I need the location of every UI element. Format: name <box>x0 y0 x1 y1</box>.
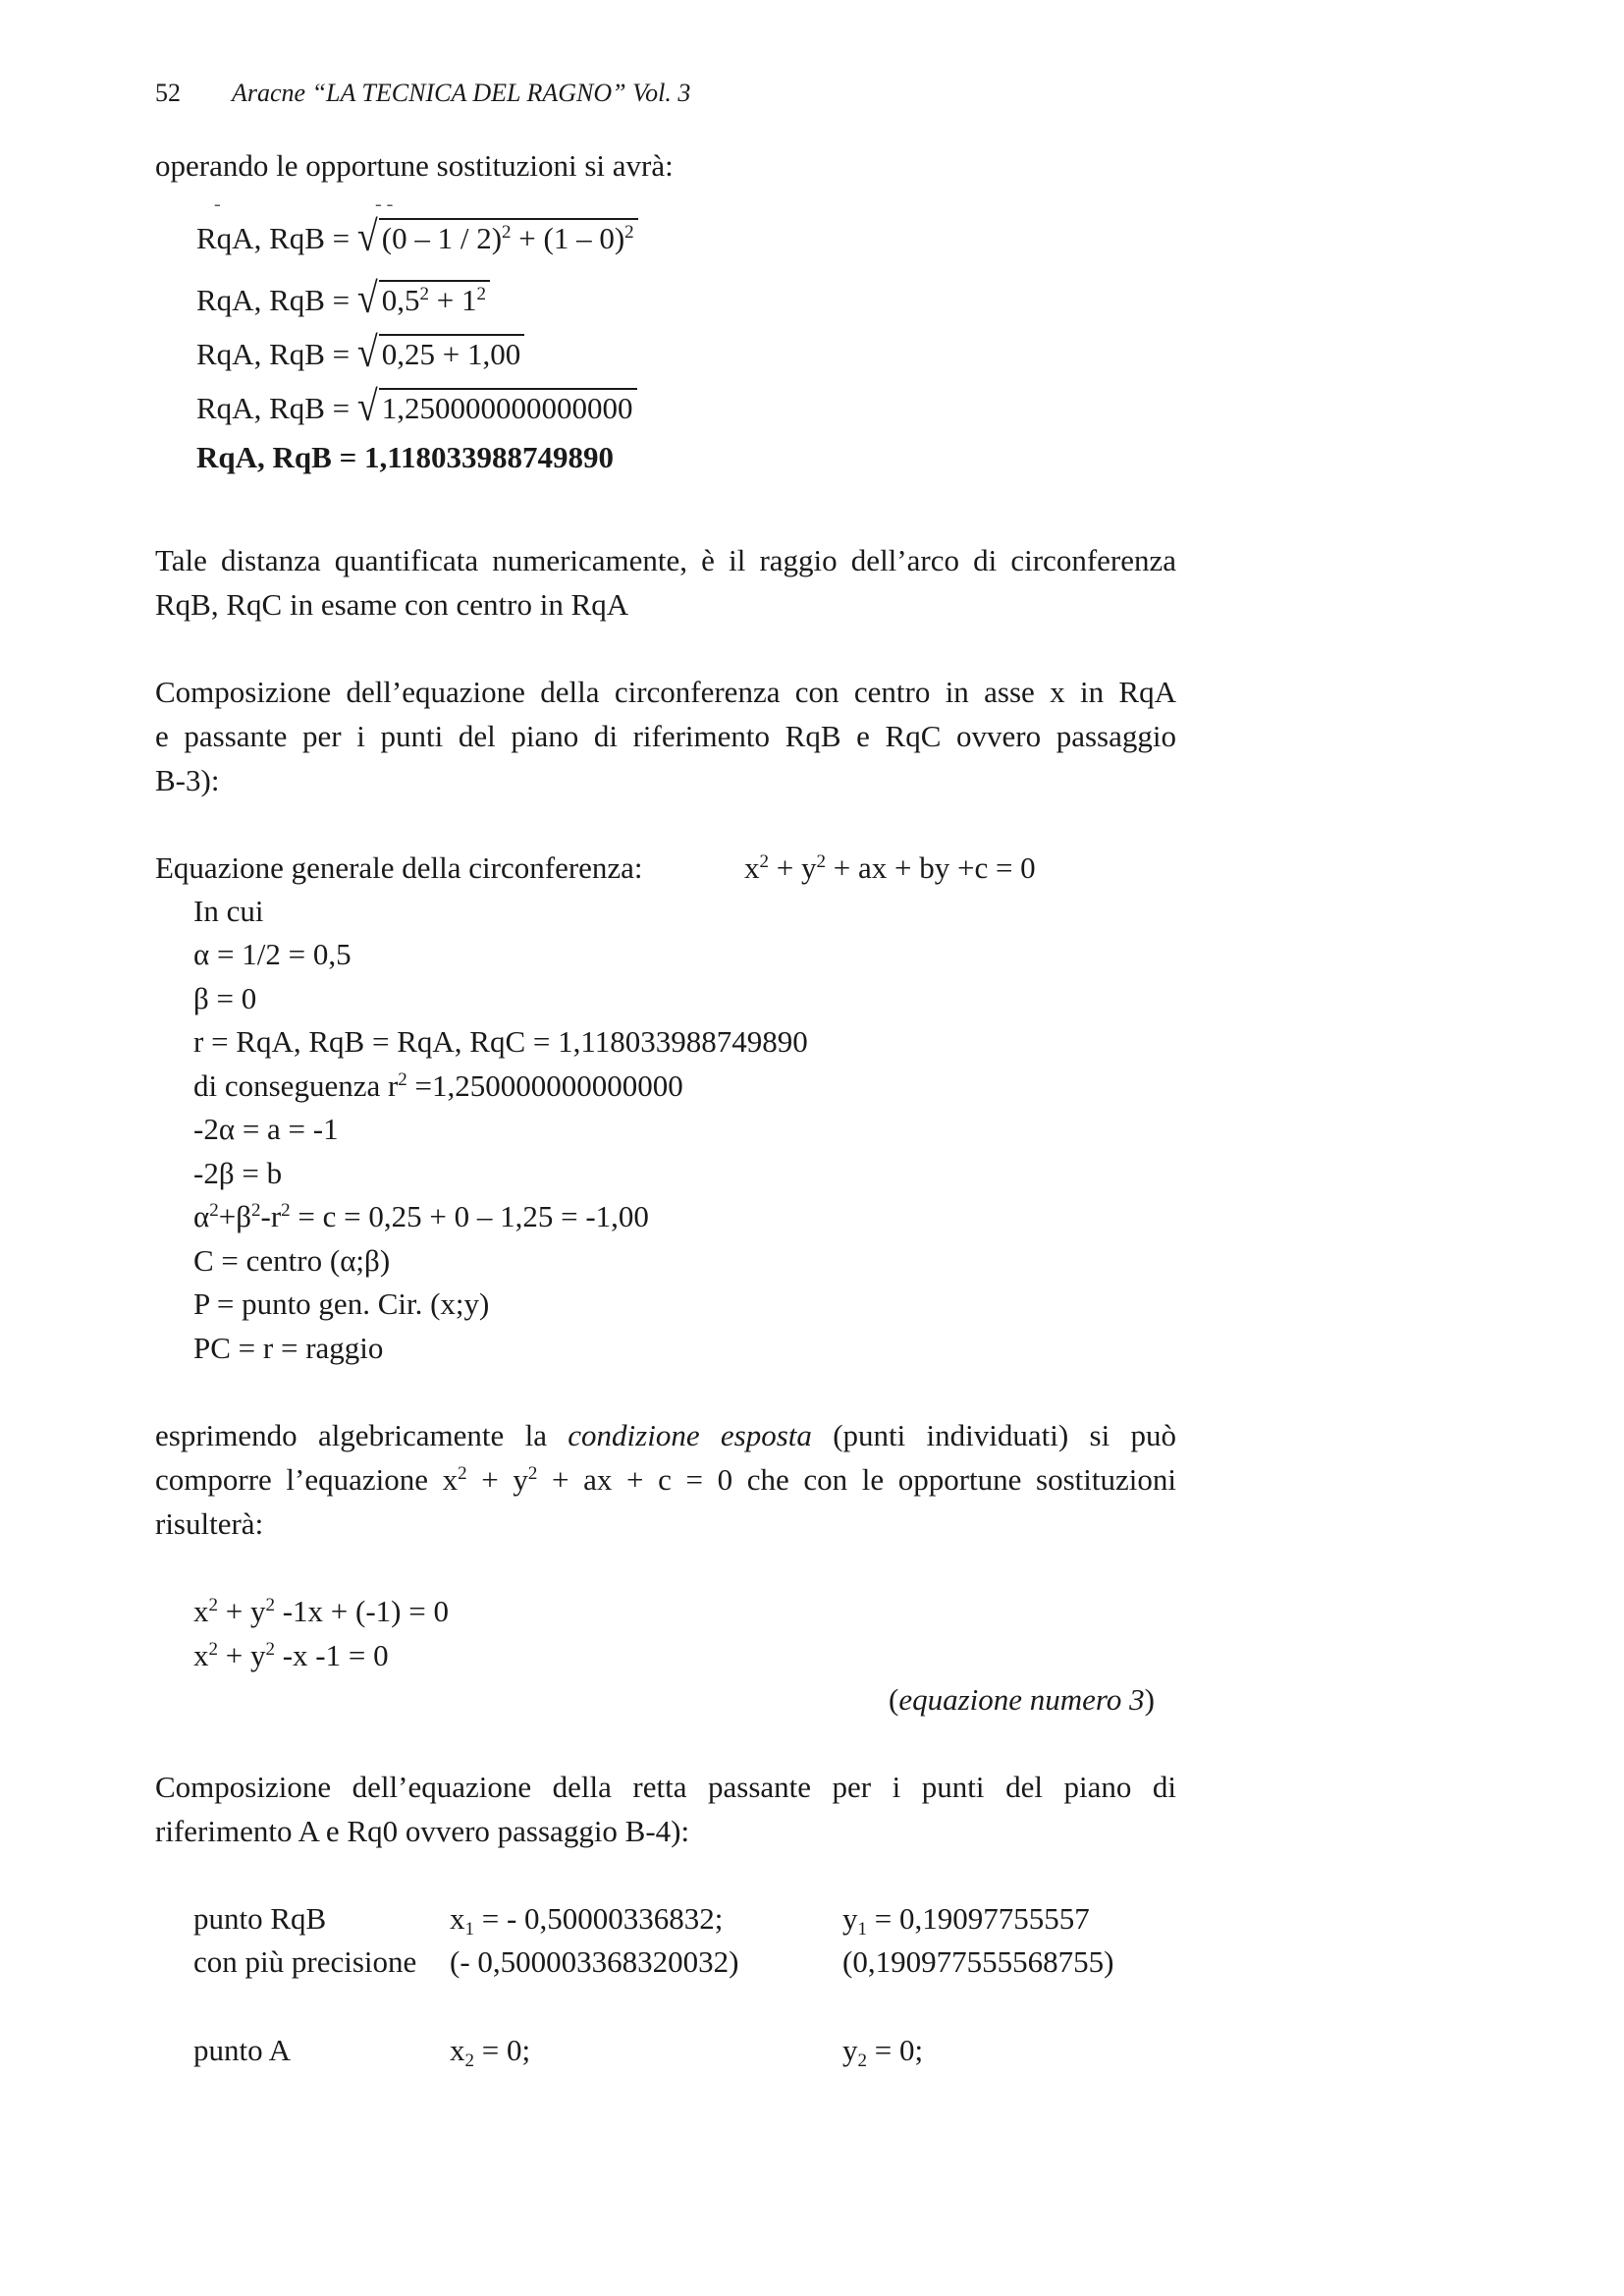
point-y-value: $y_2 = 0$; <box>842 2033 924 2071</box>
formula-step-2 <box>196 274 490 323</box>
point-label: punto A <box>193 2033 292 2067</box>
precision-y-value: (0,190977555568755) <box>842 1944 1114 1979</box>
equation-line: $x^2 + y^2$ -x -1 = 0 <box>193 1638 389 1672</box>
definition-line: In cui <box>193 894 264 928</box>
paragraph-line: riferimento A e Rq0 ovvero passaggio B-4): <box>155 1814 690 1848</box>
definition-line: -2α = a = -1 <box>193 1112 339 1146</box>
square-root: √ (0 – 1 / 2)$^2$ + (1 – 0)$^2$ <box>357 218 638 257</box>
definition-line: r = RqA, RqB = RqA, RqC = 1,118033988749890 <box>193 1024 808 1059</box>
formula-lhs: RqA, RqB = <box>196 221 351 255</box>
paragraph-line: Tale distanza quantificata numericamente, è il raggio dell’arco di circonferenza <box>155 543 1176 577</box>
formula-result: RqA, RqB = 1,118033988749890 <box>196 440 615 474</box>
point-label: punto RqB <box>193 1901 327 1936</box>
paragraph-line: risulterà: <box>155 1506 264 1541</box>
formula-step-1 <box>196 212 638 261</box>
formula-lhs: RqA, RqB = <box>196 391 351 425</box>
definition-line: C = centro (α;β) <box>193 1243 391 1278</box>
paragraph-line: e passante per i punti del piano di riferimento RqB e RqC ovvero passaggio <box>155 719 1176 753</box>
general-equation-label: Equazione generale della circonferenza: <box>155 850 643 885</box>
square-root: √ 1,250000000000000 <box>357 388 637 427</box>
paragraph-line: esprimendo algebricamente la condizione esposta (punti individuati) si può <box>155 1418 1176 1452</box>
formula-lhs: RqA, RqB = <box>196 337 351 371</box>
paragraph-line: Composizione dell’equazione della retta passante per i punti del piano di <box>155 1770 1176 1804</box>
definition-line: PC = r = raggio <box>193 1331 384 1365</box>
square-root: √ 0,25 + 1,00 <box>357 334 524 373</box>
precision-label: con più precisione <box>193 1944 417 1979</box>
running-header <box>155 75 690 112</box>
paragraph-line: RqB, RqC in esame con centro in RqA <box>155 587 629 622</box>
square-root: √ $0,5^2 + 1^2$ <box>357 280 490 319</box>
page-number: 52 <box>155 79 181 107</box>
general-equation: $x^2 + y^2$ + ax + by +c = 0 <box>744 850 1036 885</box>
scan-mark: - - <box>375 193 394 215</box>
formula-step-3 <box>196 328 524 377</box>
intro-line: operando le opportune sostituzioni si avrà: <box>155 148 674 183</box>
definition-line: P = punto gen. Cir. (x;y) <box>193 1286 490 1321</box>
paragraph-line: comporre l’equazione $x^2 + y^2$ + ax + c = 0 che con le opportune sostituzioni <box>155 1462 1176 1497</box>
definition-line: -2β = b <box>193 1156 283 1190</box>
point-x-value: $x_1$ = - 0,50000336832; <box>450 1901 724 1940</box>
equation-number-label: (equazione numero 3) <box>889 1682 1155 1717</box>
precision-x-value: (- 0,500003368320032) <box>450 1944 739 1979</box>
header-title: Aracne “LA TECNICA DEL RAGNO” Vol. 3 <box>232 79 691 107</box>
point-y-value: $y_1 = 0,19097755557$ <box>842 1901 1090 1940</box>
point-x-value: $x_2 = 0$; <box>450 2033 531 2071</box>
equation-line: $x^2 + y^2$ -1x + (-1) = 0 <box>193 1594 449 1628</box>
paragraph-line: Composizione dell’equazione della circonferenza con centro in asse x in RqA <box>155 675 1176 709</box>
definition-line: di conseguenza $r^2 =1,250000000000000$ <box>193 1068 683 1103</box>
formula-step-4 <box>196 382 637 431</box>
formula-lhs: RqA, RqB = <box>196 283 351 317</box>
definition-line: β = 0 <box>193 981 257 1015</box>
scan-mark: - <box>214 193 221 215</box>
definition-line: $\alpha^2+\beta^2-r^2 = c = 0,25 + 0 - 1,25 = -1,00$ <box>193 1199 649 1233</box>
definition-line: α = 1/2 = 0,5 <box>193 937 352 971</box>
paragraph-line: B-3): <box>155 763 220 797</box>
